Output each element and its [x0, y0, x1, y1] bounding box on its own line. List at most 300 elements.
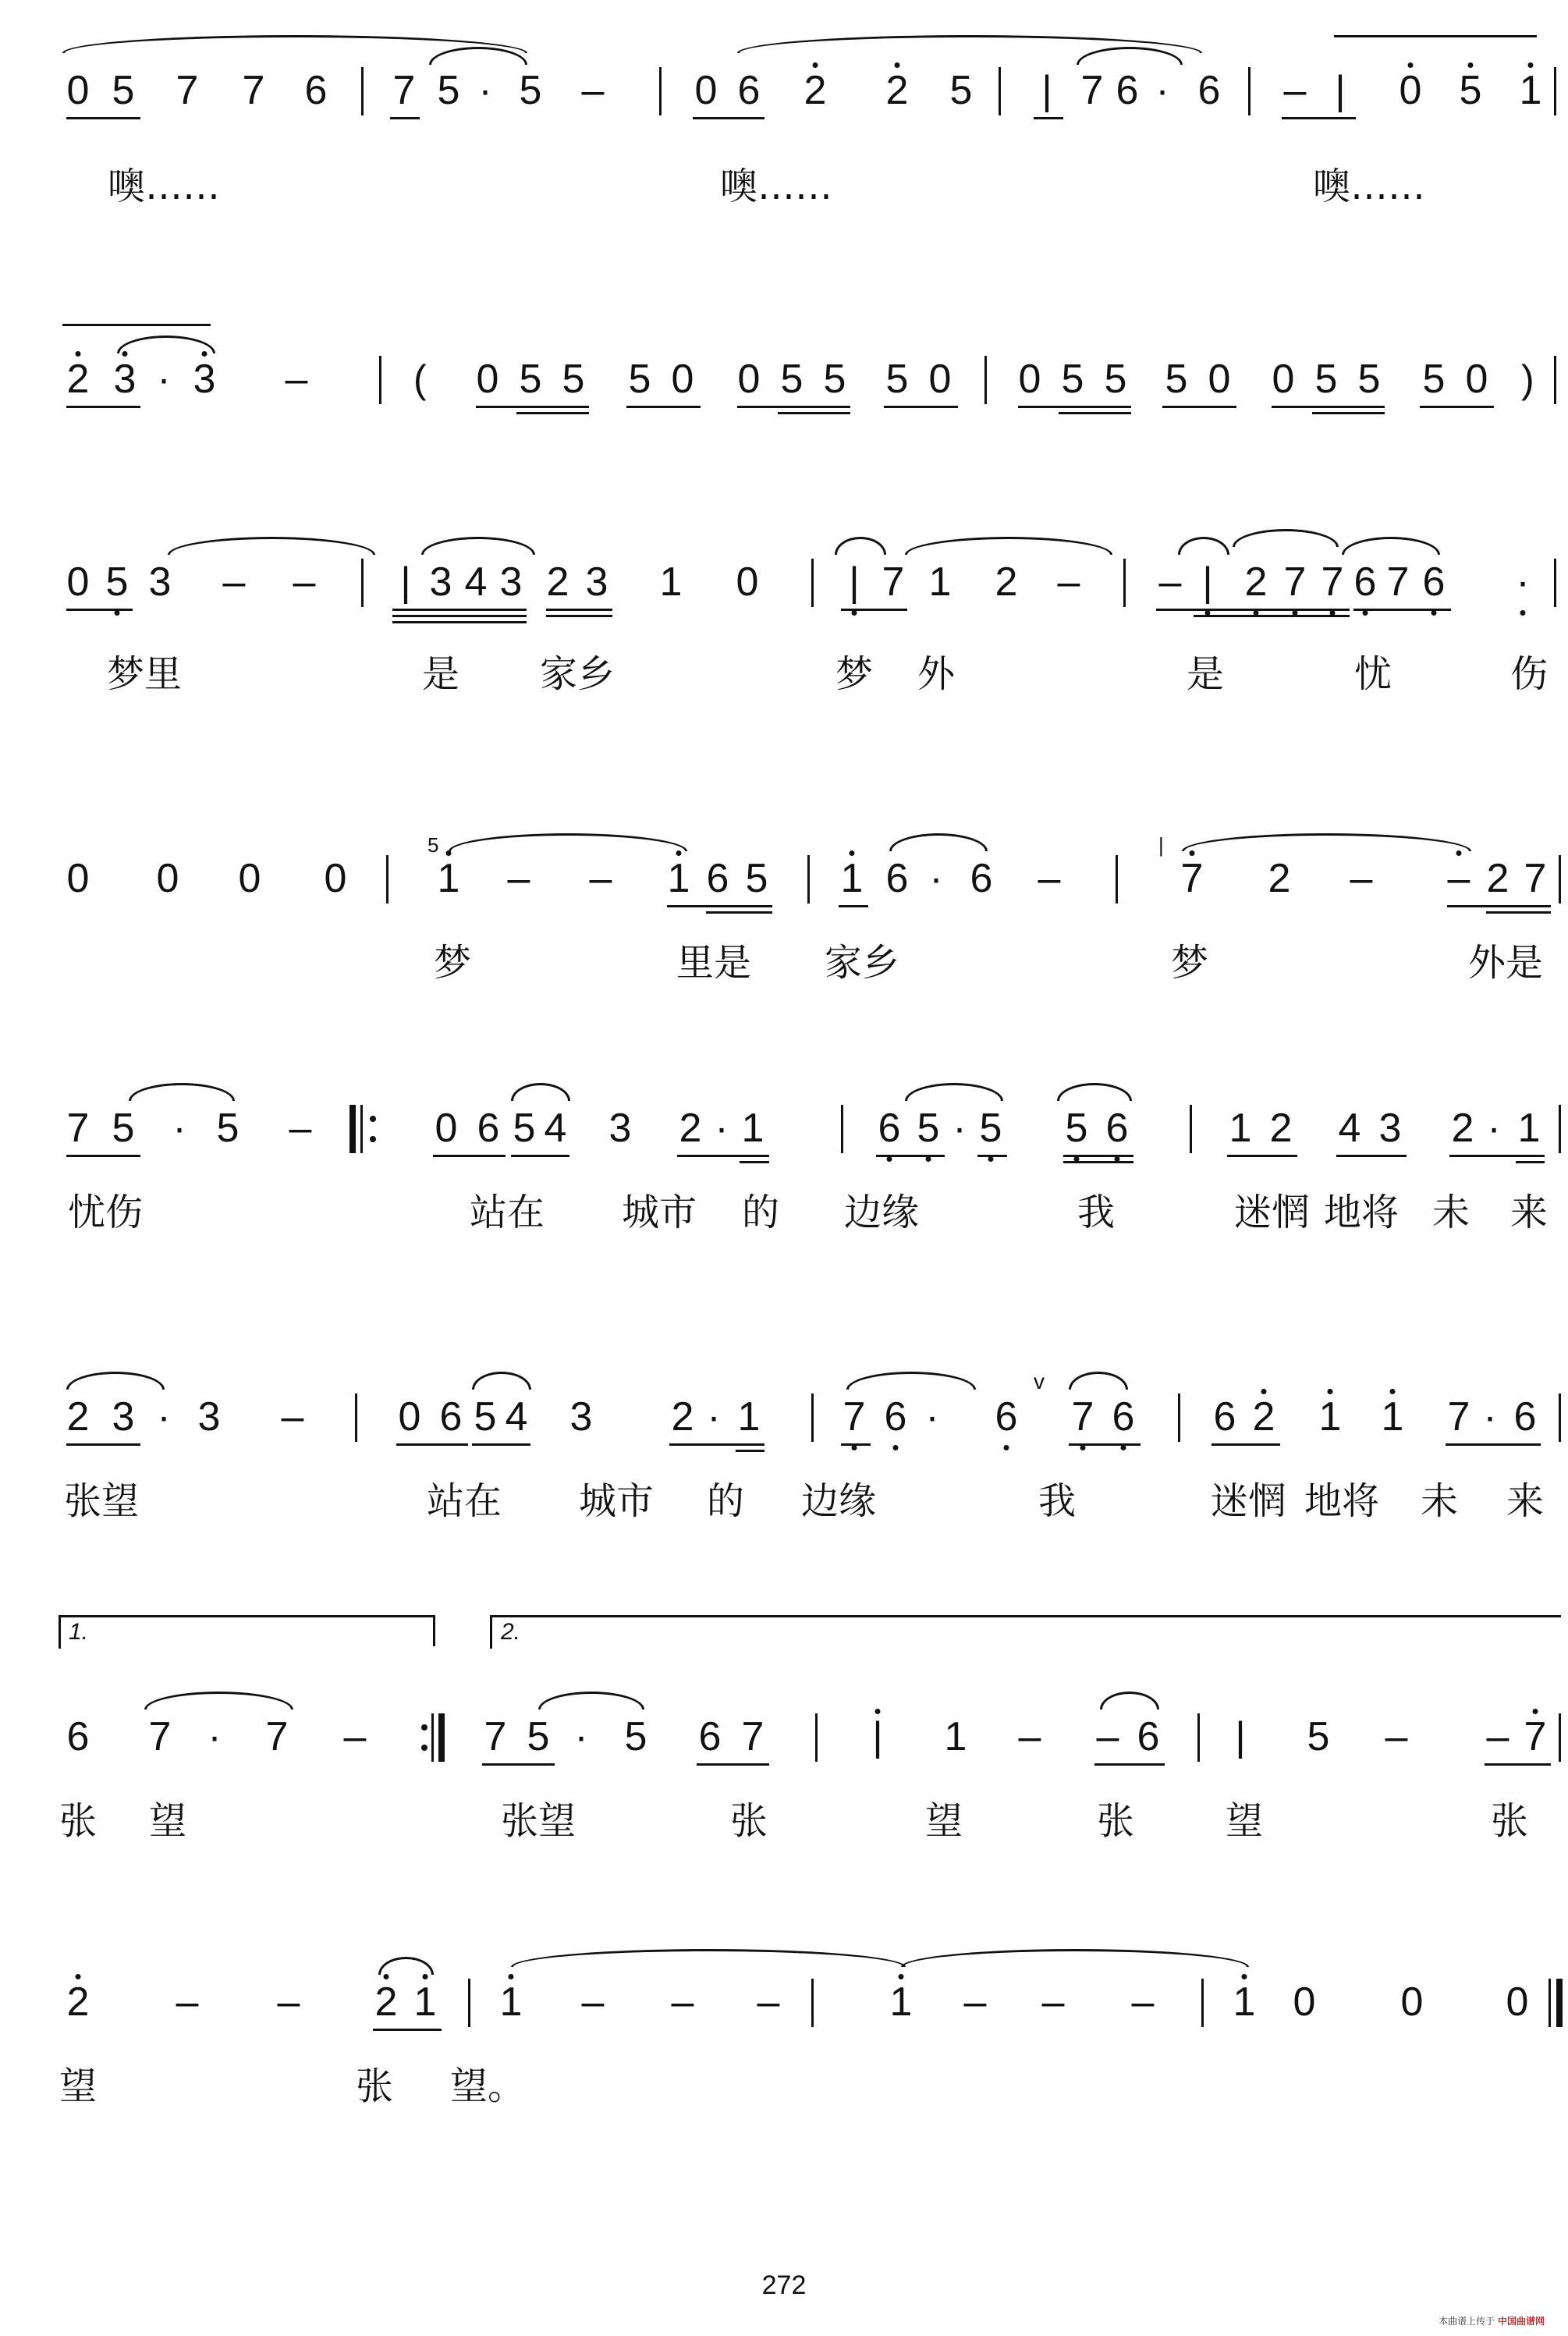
- dot: ·: [715, 1106, 729, 1151]
- barline: [1116, 855, 1118, 904]
- note: 1: [840, 856, 864, 901]
- note: 3: [499, 559, 523, 605]
- low-octave-dot: [887, 1156, 892, 1162]
- note: 5: [112, 1106, 135, 1151]
- note: 5: [527, 1714, 550, 1759]
- dash: –: [343, 1714, 367, 1759]
- lyric: 外: [917, 652, 956, 696]
- note: –: [1283, 68, 1307, 113]
- note: 0: [66, 68, 90, 113]
- barline: [807, 855, 810, 904]
- note: 0: [435, 1106, 458, 1151]
- system-1: [0, 55, 1568, 250]
- lyric: 里是: [676, 941, 752, 985]
- note: 3: [585, 559, 608, 605]
- note: 6: [1105, 1106, 1129, 1151]
- note: 2: [679, 1106, 702, 1151]
- lyric: 站在: [426, 1479, 502, 1523]
- note: 0: [737, 357, 761, 402]
- eighth-beam: [373, 2029, 442, 2031]
- lyric: 望: [1225, 1799, 1264, 1843]
- note: 5: [628, 357, 651, 402]
- barline: [811, 1393, 814, 1442]
- eighth-beam: [884, 406, 958, 408]
- eighth-beam: [433, 1155, 506, 1157]
- sixteenth-beam: [1486, 911, 1551, 914]
- lyric: 望: [59, 2064, 98, 2108]
- lyric: 梦里: [106, 652, 183, 696]
- dash: –: [589, 856, 612, 901]
- eighth-beam: [1446, 1443, 1541, 1446]
- note: 1: [889, 1979, 913, 2025]
- slur: [538, 1692, 644, 1709]
- dot: 7: [1386, 559, 1410, 605]
- low-octave-dot: [115, 610, 120, 616]
- slur: [144, 1692, 293, 1709]
- note: –: [1486, 1714, 1509, 1759]
- note: 0: [1293, 1979, 1316, 2025]
- volta-1-label: 1.: [69, 1619, 89, 1645]
- slur-continuation: [1334, 35, 1537, 37]
- eighth-beam: [1034, 117, 1063, 119]
- note: 0: [476, 357, 499, 402]
- note: ·: [1155, 68, 1169, 113]
- eighth-beam: [1227, 1155, 1297, 1157]
- note: 7: [1321, 559, 1344, 605]
- note: 7: [484, 1714, 507, 1759]
- barline: [999, 67, 1001, 115]
- dot: 6: [1116, 68, 1139, 113]
- slur-continuation: [62, 324, 211, 326]
- slur: [511, 1083, 570, 1101]
- note: 0: [66, 856, 90, 901]
- note: |: [849, 559, 860, 605]
- eighth-beam: [1449, 1155, 1545, 1157]
- lyric: 是: [421, 652, 460, 696]
- eighth-beam: [1018, 406, 1131, 408]
- note: 7: [1524, 1714, 1547, 1759]
- note: 6: [1213, 1394, 1236, 1440]
- slur: [511, 1949, 906, 1967]
- note: |: [400, 559, 411, 605]
- lyric: 张望: [500, 1799, 576, 1843]
- note: 1: [437, 856, 460, 901]
- eighth-beam: [1282, 117, 1356, 119]
- note: 3: [429, 559, 452, 605]
- barline: [468, 1979, 470, 2027]
- lyric: 家乡: [539, 652, 615, 696]
- note: 2: [66, 1394, 90, 1440]
- octave-dot: [676, 850, 682, 856]
- note: 5: [519, 357, 542, 402]
- barline: [811, 1979, 814, 2027]
- note: 0: [1400, 1979, 1424, 2025]
- octave-dot: [76, 351, 81, 357]
- note: 7: [1080, 68, 1104, 113]
- note: 6: [698, 1714, 722, 1759]
- note: 2: [804, 68, 827, 113]
- lyric: 我: [1038, 1479, 1077, 1523]
- octave-dot: [446, 850, 452, 856]
- octave-dot: [1408, 62, 1414, 68]
- note: 6: [1353, 559, 1377, 605]
- slur: [901, 1949, 1249, 1967]
- eighth-beam: [476, 406, 589, 408]
- volta-2-label: 2.: [501, 1619, 521, 1645]
- note: 6: [995, 1394, 1018, 1440]
- note: |: [1202, 559, 1213, 605]
- note: 0: [398, 1394, 421, 1440]
- note: 0: [1018, 357, 1041, 402]
- volta-1-end: [433, 1615, 435, 1646]
- low-octave-dot: [852, 1445, 857, 1450]
- lyric: 来: [1509, 1191, 1548, 1234]
- note: 2: [671, 1394, 694, 1440]
- lyric: 来: [1506, 1479, 1545, 1523]
- note: 5: [1422, 357, 1446, 402]
- dot: ·: [1487, 1106, 1501, 1151]
- note: –: [1096, 1714, 1119, 1759]
- lyric: 梦: [835, 652, 874, 696]
- paren-close: ): [1521, 357, 1534, 401]
- barline: [1197, 1713, 1200, 1762]
- eighth-beam: [839, 905, 868, 907]
- note: 2: [1252, 1394, 1275, 1440]
- note: 5: [1459, 68, 1482, 113]
- note: 1: [499, 1979, 523, 2025]
- sixteenth-beam: [516, 412, 589, 414]
- system-6: [0, 1369, 1568, 1576]
- barline: [1559, 1105, 1561, 1153]
- note: 5: [112, 68, 135, 113]
- barline: [815, 1713, 818, 1762]
- note: 5: [474, 1394, 497, 1440]
- eighth-beam: [482, 1763, 555, 1766]
- octave-dot: [1528, 62, 1534, 68]
- note: 4: [505, 1394, 528, 1440]
- dot: ·: [172, 1106, 186, 1151]
- octave-dot: [899, 1974, 904, 1979]
- note: |: [1235, 1714, 1246, 1759]
- dash: –: [1041, 1979, 1065, 2025]
- dash: –: [507, 856, 530, 901]
- eighth-beam: [1336, 1155, 1407, 1157]
- note: 6: [885, 856, 909, 901]
- lyric: 边缘: [800, 1479, 877, 1523]
- low-octave-dot: [1004, 1445, 1009, 1450]
- eighth-beam: [876, 1155, 945, 1157]
- system-5: [0, 1092, 1568, 1287]
- note: 2: [546, 559, 569, 605]
- octave-dot: [384, 1974, 389, 1979]
- repeat-start-thick: [349, 1105, 356, 1153]
- sixteenth-beam: [1059, 412, 1131, 414]
- dash: –: [176, 1979, 199, 2025]
- dash: –: [1057, 559, 1080, 605]
- breath-mark: v: [1034, 1369, 1045, 1393]
- dash: –: [581, 68, 605, 113]
- repeat-end-thin: [431, 1713, 434, 1762]
- note: |: [1335, 68, 1346, 113]
- note: 2: [1451, 1106, 1474, 1151]
- sixteenth-beam: [706, 911, 772, 914]
- repeat-dot: [421, 1745, 427, 1751]
- grace-note: 5: [427, 833, 439, 857]
- dot: ·: [707, 1394, 721, 1440]
- dash: –: [1385, 1714, 1408, 1759]
- note: ·: [1516, 559, 1530, 605]
- slur: [1057, 1083, 1132, 1101]
- lyric: 张: [729, 1799, 768, 1843]
- eighth-beam: [392, 609, 527, 611]
- volta-1-bracket: [59, 1615, 435, 1649]
- note: 5: [917, 1106, 940, 1151]
- note: 5: [885, 357, 909, 402]
- lyric: 是: [1186, 652, 1225, 696]
- note: 6: [706, 856, 729, 901]
- low-octave-dot: [926, 1156, 931, 1162]
- repeat-start-thin: [360, 1105, 363, 1153]
- eighth-beam: [1447, 905, 1551, 907]
- note: 2: [66, 1979, 90, 2025]
- note: 1: [1517, 1106, 1541, 1151]
- eighth-beam: [841, 609, 907, 611]
- low-octave-dot: [1121, 1445, 1126, 1450]
- octave-dot: [423, 1974, 428, 1979]
- note: 0: [928, 357, 952, 402]
- note: 1: [1519, 68, 1542, 113]
- dot: ·: [478, 68, 492, 113]
- barline: [1248, 67, 1250, 115]
- sixteenth-beam: [1194, 615, 1350, 617]
- note: 3: [197, 1394, 221, 1440]
- sixteenth-beam: [1063, 1161, 1133, 1163]
- eighth-beam: [66, 1443, 140, 1446]
- note: 5: [519, 68, 542, 113]
- lyric: 城市: [578, 1479, 655, 1523]
- lyric: 迷惘: [1233, 1191, 1310, 1234]
- note: 5: [780, 357, 804, 402]
- octave-dot: [1190, 850, 1195, 856]
- eighth-beam: [737, 406, 850, 408]
- slur: [378, 1957, 434, 1975]
- low-octave-dot: [852, 610, 857, 616]
- note: 2: [1244, 559, 1268, 605]
- note: 0: [324, 856, 347, 901]
- note: 7: [148, 1714, 172, 1759]
- system-2: [0, 343, 1568, 538]
- note: 6: [1112, 1394, 1135, 1440]
- eighth-beam: [626, 406, 701, 408]
- sixteenth-beam: [977, 1155, 1007, 1157]
- eighth-beam: [1353, 609, 1451, 611]
- note: 7: [176, 68, 199, 113]
- slur: [1182, 833, 1471, 851]
- note: 0: [736, 559, 759, 605]
- note: 7: [882, 559, 905, 605]
- eighth-beam: [66, 1155, 140, 1157]
- octave-dot: [850, 850, 855, 856]
- note: 4: [464, 559, 488, 605]
- site-note-prefix: 本曲谱上传于: [1439, 2316, 1495, 2327]
- eighth-beam: [1485, 1763, 1551, 1766]
- repeat-end-thick: [438, 1713, 445, 1762]
- slur: [1342, 537, 1440, 555]
- lyric: 迷惘: [1210, 1479, 1286, 1523]
- lyric: 梦: [433, 941, 472, 985]
- note: 6: [1513, 1394, 1537, 1440]
- octave-dot: [122, 351, 128, 357]
- eighth-beam: [693, 117, 764, 119]
- barline: [386, 855, 388, 904]
- note: 0: [1506, 1979, 1529, 2025]
- note: 0: [156, 856, 179, 901]
- note: 5: [1165, 357, 1188, 402]
- note: 5: [979, 1106, 1002, 1151]
- note: 7: [1283, 559, 1307, 605]
- note: 6: [1137, 1714, 1160, 1759]
- dash: 2: [1268, 856, 1291, 901]
- eighth-beam: [1094, 1763, 1165, 1766]
- barline: [355, 1393, 357, 1442]
- octave-dot: [1456, 850, 1462, 856]
- octave-dot: [1261, 1389, 1267, 1394]
- lyric: 边缘: [843, 1191, 920, 1234]
- lyric: 的: [706, 1479, 745, 1523]
- slur: [905, 537, 1112, 555]
- low-octave-dot: [1363, 610, 1368, 616]
- note: 2: [66, 357, 90, 402]
- octave-dot: [1328, 1389, 1333, 1394]
- slur: [846, 1372, 976, 1390]
- dot: ·: [925, 1394, 939, 1440]
- site-logo-text: 中国曲谱网: [1497, 2316, 1545, 2327]
- slur: [117, 335, 215, 353]
- sixteenth-beam: [1312, 412, 1385, 414]
- barline: [1559, 1713, 1561, 1762]
- note: 1: [741, 1106, 764, 1151]
- lyric: 望: [924, 1799, 963, 1843]
- octave-dot: [76, 1974, 81, 1979]
- octave-dot: [813, 62, 818, 68]
- octave-dot: [875, 1709, 881, 1714]
- low-octave-dot: [1080, 1445, 1086, 1450]
- barline: [811, 559, 814, 607]
- slur: [1069, 1372, 1128, 1390]
- dash: –: [281, 1394, 304, 1440]
- note: 3: [1378, 1106, 1402, 1151]
- note: |: [1041, 68, 1052, 113]
- slur: [1100, 1692, 1159, 1709]
- slur: [449, 833, 687, 851]
- note: 5: [216, 1106, 239, 1151]
- note: 3: [148, 559, 172, 605]
- lyric: 站在: [469, 1191, 545, 1234]
- dot: ·: [574, 1714, 588, 1759]
- lyric: 噢……: [1312, 165, 1426, 208]
- barline: [379, 356, 381, 404]
- note: 1: [1233, 1979, 1256, 2025]
- lyric: 的: [741, 1191, 780, 1234]
- note: 5: [949, 68, 973, 113]
- paren-open: (: [413, 357, 427, 401]
- note: |: [872, 1714, 883, 1759]
- low-octave-dot: [1431, 610, 1437, 616]
- note: 6: [884, 1394, 907, 1440]
- note: 0: [1399, 68, 1422, 113]
- note: 4: [1338, 1106, 1361, 1151]
- dot: ·: [157, 1394, 171, 1440]
- dash: –: [1131, 1979, 1155, 2025]
- lyric: 张: [59, 1799, 98, 1843]
- dot: ·: [157, 357, 171, 402]
- note: 2: [374, 1979, 398, 2025]
- dot: ·: [953, 1106, 967, 1151]
- lyric: 张: [1096, 1799, 1135, 1843]
- low-octave-dot: [1520, 610, 1526, 616]
- lyric: 未: [1420, 1479, 1459, 1523]
- barline: [1123, 559, 1126, 607]
- system-8: [0, 1966, 1568, 2161]
- note: 6: [439, 1394, 463, 1440]
- slur: [835, 537, 886, 555]
- note: 6: [1422, 559, 1446, 605]
- eighth-beam: [546, 609, 612, 611]
- barline: [1190, 1105, 1192, 1153]
- eighth-beam: [66, 117, 140, 119]
- dash: 6: [1197, 68, 1221, 113]
- slur: [421, 537, 535, 555]
- dash: 1: [944, 1714, 967, 1759]
- octave-dot: [1242, 1974, 1247, 1979]
- eighth-beam: [390, 117, 420, 119]
- note: 6: [970, 856, 993, 901]
- note: 6: [304, 68, 328, 113]
- octave-dot: [895, 62, 900, 68]
- note: 1: [667, 856, 690, 901]
- note: 5: [437, 68, 460, 113]
- lyric: 外是: [1467, 941, 1544, 985]
- slur: [66, 1372, 165, 1390]
- eighth-beam: [667, 905, 772, 907]
- system-7: [0, 1619, 1568, 1896]
- note: 7: [66, 1106, 90, 1151]
- eighth-beam: [677, 1155, 769, 1157]
- sixteenth-beam: [546, 615, 612, 617]
- slur: [905, 1083, 1003, 1101]
- slur: [472, 1372, 531, 1390]
- note: 6: [477, 1106, 500, 1151]
- dash: 5: [1307, 1714, 1330, 1759]
- dash: –: [581, 1979, 605, 2025]
- note: 7: [1180, 856, 1204, 901]
- lyric: 望: [148, 1799, 187, 1843]
- note: 1: [1229, 1106, 1252, 1151]
- dash: 2: [995, 559, 1018, 605]
- 32nd-beam: [392, 621, 527, 623]
- note: 5: [1357, 357, 1381, 402]
- octave-dot: [1533, 1709, 1538, 1714]
- note: 2: [885, 68, 909, 113]
- note: 7: [1071, 1394, 1094, 1440]
- site-watermark: [1439, 2314, 1545, 2327]
- note: 5: [1061, 357, 1084, 402]
- eighth-beam: [1272, 406, 1385, 408]
- barline: [1178, 1393, 1180, 1442]
- lyric: 噢……: [719, 165, 833, 208]
- eighth-beam: [669, 1443, 764, 1446]
- sixteenth-beam: [1516, 1161, 1545, 1163]
